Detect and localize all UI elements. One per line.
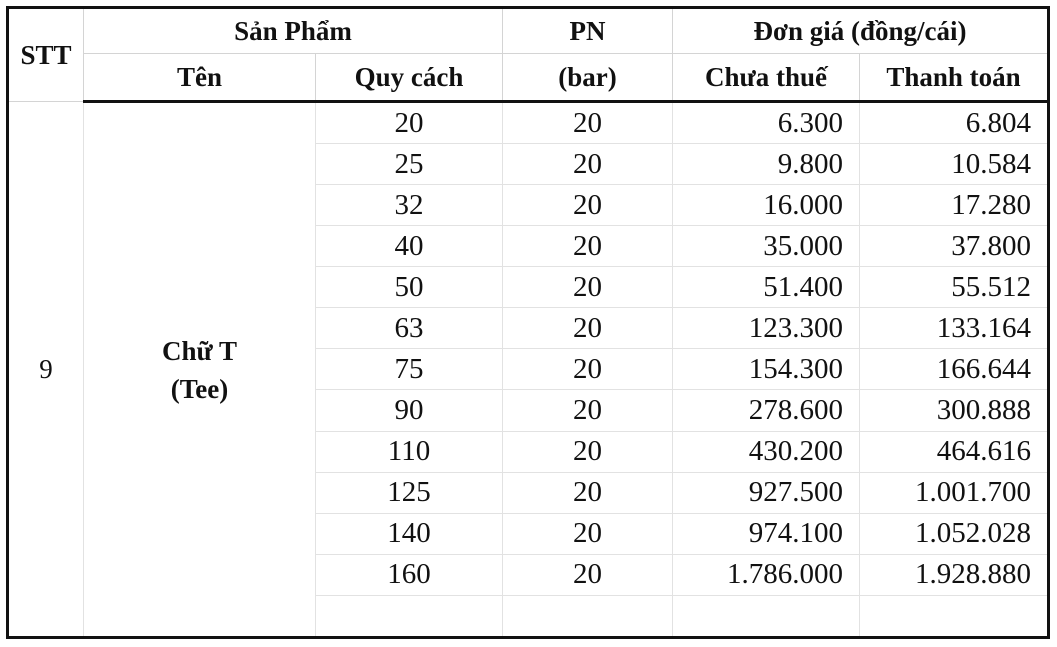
pn-cell: 20 <box>503 349 673 390</box>
spec-cell: 140 <box>316 513 503 554</box>
total-price-cell: 166.644 <box>860 349 1049 390</box>
product-name-cell <box>84 102 316 638</box>
total-price-cell: 10.584 <box>860 144 1049 185</box>
pn-unit-header: (bar) <box>503 54 673 102</box>
pre-tax-price-cell: 16.000 <box>673 185 860 226</box>
total-price-cell: 55.512 <box>860 267 1049 308</box>
total-price-cell: 1.052.028 <box>860 513 1049 554</box>
spec-cell: 110 <box>316 431 503 472</box>
table-row <box>8 102 1049 144</box>
pn-cell: 20 <box>503 102 673 144</box>
pn-cell: 20 <box>503 185 673 226</box>
empty-cell <box>316 595 503 637</box>
price-group-header: Đơn giá (đồng/cái) <box>673 8 1049 54</box>
spec-cell: 50 <box>316 267 503 308</box>
pn-cell: 20 <box>503 472 673 513</box>
header-row-1 <box>8 8 1049 54</box>
header-row-2 <box>8 54 1049 102</box>
total-price-cell: 300.888 <box>860 390 1049 431</box>
empty-cell <box>673 595 860 637</box>
spec-cell: 160 <box>316 554 503 595</box>
table-body <box>8 102 1049 638</box>
spec-cell: 63 <box>316 308 503 349</box>
pn-cell: 20 <box>503 267 673 308</box>
product-spec-header: Quy cách <box>316 54 503 102</box>
table-header <box>8 8 1049 102</box>
pn-cell: 20 <box>503 554 673 595</box>
pre-tax-price-cell: 927.500 <box>673 472 860 513</box>
total-price-cell: 37.800 <box>860 226 1049 267</box>
spec-cell: 32 <box>316 185 503 226</box>
pre-tax-price-cell: 154.300 <box>673 349 860 390</box>
pn-cell: 20 <box>503 226 673 267</box>
pre-tax-price-cell: 9.800 <box>673 144 860 185</box>
product-group-header: Sản Phẩm <box>84 8 503 54</box>
price-pre-tax-header: Chưa thuế <box>673 54 860 102</box>
product-name-line-1: Chữ T <box>162 335 237 366</box>
pn-cell: 20 <box>503 144 673 185</box>
empty-cell <box>503 595 673 637</box>
total-price-cell: 464.616 <box>860 431 1049 472</box>
product-name-line-2: (Tee) <box>170 373 229 404</box>
pre-tax-price-cell: 6.300 <box>673 102 860 144</box>
pn-cell: 20 <box>503 390 673 431</box>
stt-cell: 9 <box>8 102 84 638</box>
pre-tax-price-cell: 1.786.000 <box>673 554 860 595</box>
total-price-cell: 1.928.880 <box>860 554 1049 595</box>
total-price-cell: 6.804 <box>860 102 1049 144</box>
total-price-cell: 1.001.700 <box>860 472 1049 513</box>
pre-tax-price-cell: 35.000 <box>673 226 860 267</box>
spec-cell: 90 <box>316 390 503 431</box>
pre-tax-price-cell: 123.300 <box>673 308 860 349</box>
spec-cell: 25 <box>316 144 503 185</box>
pn-header: PN <box>503 8 673 54</box>
pre-tax-price-cell: 278.600 <box>673 390 860 431</box>
spec-cell: 40 <box>316 226 503 267</box>
pn-cell: 20 <box>503 431 673 472</box>
price-total-header: Thanh toán <box>860 54 1049 102</box>
pn-cell: 20 <box>503 308 673 349</box>
price-table <box>6 6 1050 639</box>
pre-tax-price-cell: 430.200 <box>673 431 860 472</box>
spec-cell: 75 <box>316 349 503 390</box>
spec-cell: 20 <box>316 102 503 144</box>
empty-cell <box>860 595 1049 637</box>
stt-header: STT <box>8 8 84 102</box>
pre-tax-price-cell: 974.100 <box>673 513 860 554</box>
total-price-cell: 17.280 <box>860 185 1049 226</box>
spec-cell: 125 <box>316 472 503 513</box>
pre-tax-price-cell: 51.400 <box>673 267 860 308</box>
product-name-header: Tên <box>84 54 316 102</box>
pn-cell: 20 <box>503 513 673 554</box>
total-price-cell: 133.164 <box>860 308 1049 349</box>
